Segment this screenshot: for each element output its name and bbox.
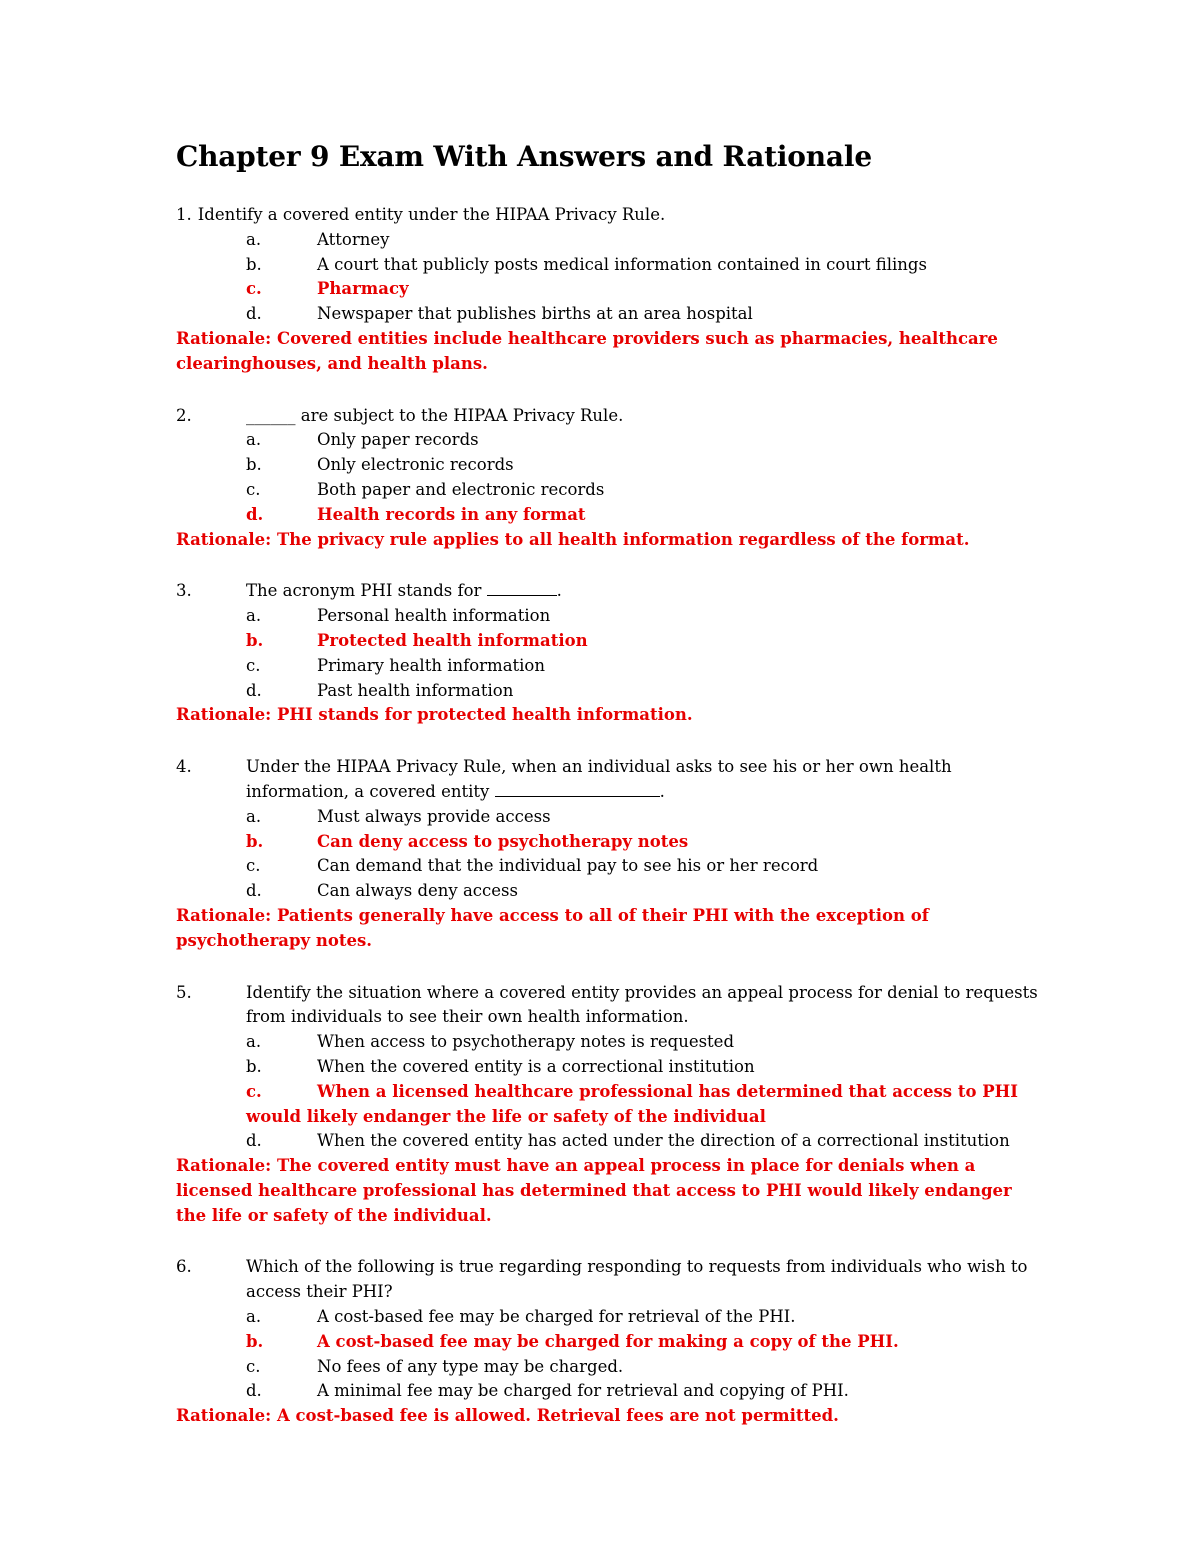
question-text: Identify a covered entity under the HIPAA Privacy Rule. [197,205,666,224]
option-text: A cost-based fee may be charged for making a copy of the PHI. [317,1331,899,1351]
option-letter: b. [246,254,262,274]
rationale: Rationale: The privacy rule applies to all health information regardless of the format. [176,529,970,549]
option-text: Past health information [317,680,514,700]
option-b [176,453,1046,478]
option-d [176,879,1046,904]
option-b-correct [176,1330,1046,1355]
option-b-correct [176,629,1046,654]
option-text: When the covered entity has acted under the direction of a correctional institution [317,1131,1010,1151]
question-list [176,203,1046,1456]
option-letter: c. [246,856,261,876]
question-2 [176,404,1046,553]
question-1 [176,203,1046,377]
option-text: When access to psychotherapy notes is requested [317,1032,735,1052]
question-text [246,404,1046,429]
option-letter: b. [246,630,264,650]
question-number: 2. [176,405,192,425]
option-c-correct [176,277,1046,302]
option-text: Only paper records [317,430,479,450]
option-b [176,1055,1046,1080]
question-text-end: . [556,581,562,601]
question-text-rest: are subject to the HIPAA Privacy Rule. [295,405,624,425]
question-number: 3. [176,581,192,601]
question-text [246,755,1046,805]
rationale: Rationale: Patients generally have access to all of their PHI with the exception of psychotherapy notes. [176,905,929,950]
option-letter: a. [246,229,262,249]
question-number: 4. [176,757,192,777]
rationale: Rationale: Covered entities include healthcare providers such as pharmacies, healthcare clearinghouses, and health plans. [176,328,998,373]
option-text: When a licensed healthcare professional has determined that access to PHI would likely endanger the life or safety of the individual [246,1081,1018,1126]
option-c [176,1355,1046,1380]
option-a [176,805,1046,830]
rationale: Rationale: The covered entity must have an appeal process in place for denials when a licensed healthcare professional has determined that access to PHI would likely endanger the life or safety of the individual. [176,1156,1012,1225]
option-text: Personal health information [317,606,551,626]
option-letter: d. [246,1381,262,1401]
option-letter: d. [246,881,262,901]
option-text: A minimal fee may be charged for retrieval and copying of PHI. [317,1381,849,1401]
question-text-end: . [659,781,665,801]
option-letter: c. [246,1356,261,1376]
option-text: Newspaper that publishes births at an area hospital [317,304,753,324]
option-d [176,1129,1046,1154]
option-c-correct [176,1080,1046,1130]
option-letter: c. [246,655,261,675]
option-text: Both paper and electronic records [317,479,605,499]
option-text: Must always provide access [317,806,551,826]
option-d [176,679,1046,704]
option-text: A court that publicly posts medical information contained in court filings [317,254,927,274]
option-c [176,854,1046,879]
question-number: 5. [176,982,192,1002]
option-text: Health records in any format [317,504,586,524]
option-d [176,1379,1046,1404]
question-4 [176,755,1046,953]
question-text [246,579,1046,604]
option-letter: b. [246,1056,262,1076]
rationale: Rationale: A cost-based fee is allowed. Retrieval fees are not permitted. [176,1406,839,1426]
option-c [176,478,1046,503]
question-5 [176,981,1046,1229]
option-letter: b. [246,831,264,851]
answer-blank: ______ [246,405,296,425]
answer-blank [495,782,660,797]
option-a [176,1305,1046,1330]
option-text: Can deny access to psychotherapy notes [317,831,689,851]
option-a [176,428,1046,453]
option-text: No fees of any type may be charged. [317,1356,624,1376]
question-text-start: Under the HIPAA Privacy Rule, when an individual asks to see his or her own health information, a covered entity [246,757,952,801]
option-d [176,302,1046,327]
option-text: Only electronic records [317,455,514,475]
option-letter: c. [246,279,262,299]
question-3 [176,579,1046,728]
option-letter: c. [246,1081,262,1101]
option-a [176,1030,1046,1055]
option-letter: a. [246,1307,262,1327]
option-letter: a. [246,430,262,450]
question-text-start: The acronym PHI stands for [246,581,487,601]
option-letter: a. [246,1032,262,1052]
option-b-correct [176,830,1046,855]
question-text: Identify the situation where a covered entity provides an appeal process for denial to requests from individuals to see their own health information. [246,982,1038,1027]
option-letter: d. [246,1131,262,1151]
option-text: When the covered entity is a correctional institution [317,1056,755,1076]
option-c [176,654,1046,679]
option-text: Attorney [317,229,390,249]
option-letter: d. [246,504,264,524]
option-letter: d. [246,680,262,700]
option-a [176,604,1046,629]
option-a [176,228,1046,253]
question-text: Which of the following is true regarding responding to requests from individuals who wish to access their PHI? [246,1257,1028,1302]
answer-blank [487,581,557,596]
option-letter: b. [246,1331,264,1351]
option-letter: d. [246,304,262,324]
option-d-correct [176,503,1046,528]
option-letter: a. [246,806,262,826]
option-b [176,253,1046,278]
option-letter: b. [246,455,262,475]
option-letter: c. [246,479,261,499]
option-letter: a. [246,606,262,626]
page-title: Chapter 9 Exam With Answers and Rationale [176,140,872,173]
option-text: A cost-based fee may be charged for retrieval of the PHI. [317,1307,796,1327]
option-text: Can demand that the individual pay to see his or her record [317,856,819,876]
rationale: Rationale: PHI stands for protected health information. [176,705,693,725]
option-text: Primary health information [317,655,545,675]
option-text: Protected health information [317,630,588,650]
question-6 [176,1255,1046,1429]
option-text: Pharmacy [317,279,409,299]
option-text: Can always deny access [317,881,518,901]
question-number: 6. [176,1257,192,1277]
question-number: 1. [176,205,192,224]
